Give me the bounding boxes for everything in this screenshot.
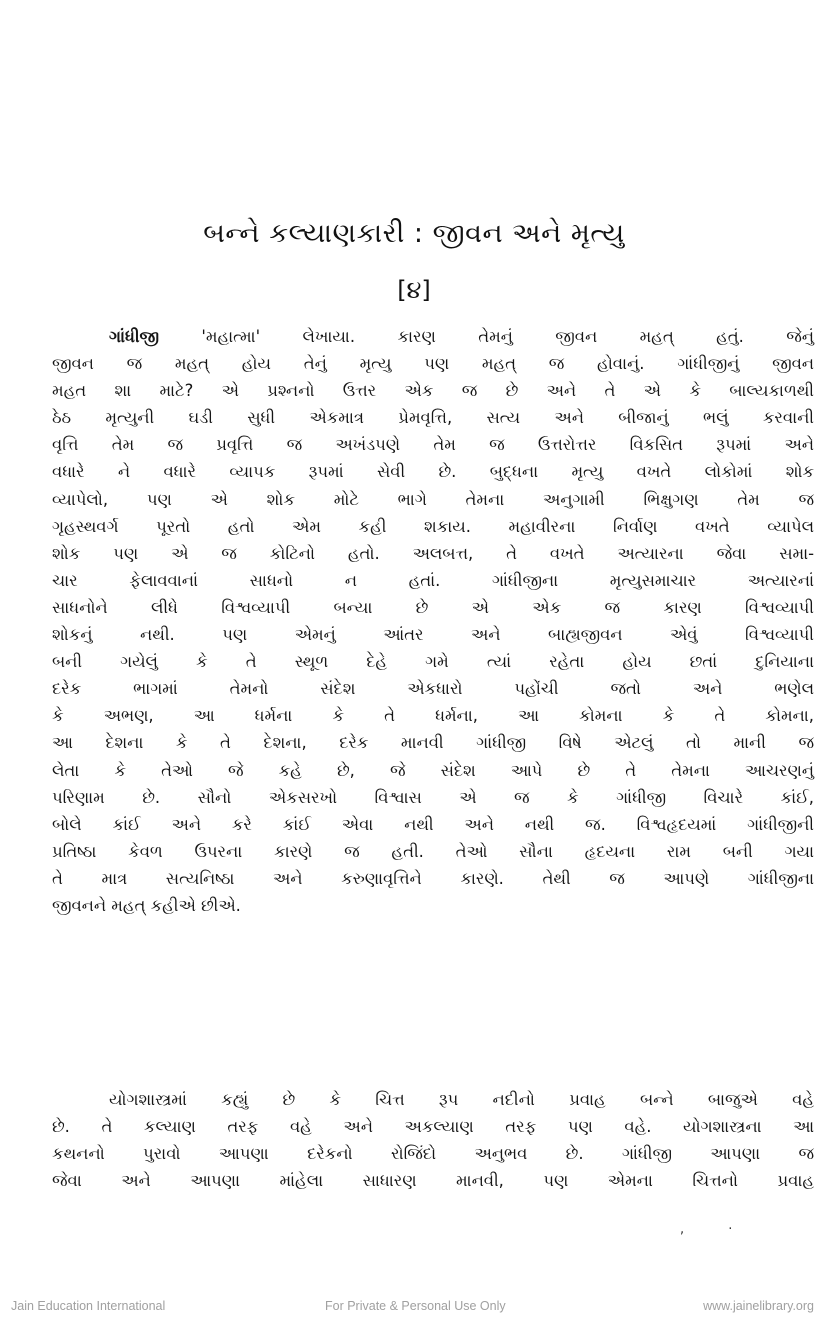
text-line: છે. તે કલ્યાણ તરફ વહે અને અકલ્યાણ તરફ પણ વહે. યોગશાસ્ત્રના આ: [52, 1117, 814, 1137]
text-line: મહત શા માટે? એ પ્રશ્નનો ઉત્તર એક જ છે અને તે એ કે બાલ્યકાળથી: [52, 381, 814, 401]
footer-publisher: Jain Education International: [11, 1299, 166, 1313]
text-line: તે માત્ર સત્યનિષ્ઠા અને કરુણાવૃત્તિને કારણે. તેથી જ આપણે ગાંધીજીના: [52, 868, 814, 888]
text-line: ગૃહસ્થવર્ગ પૂરતો હતો એમ કહી શકાય. મહાવીરના નિર્વાણ વખતે વ્યાપેલ: [52, 516, 814, 536]
chapter-title: બન્ને કલ્યાણકારી : જીવન અને મૃત્યુ: [203, 218, 625, 249]
text-line: શોક પણ એ જ કોટિનો હતો. અલબત્ત, તે વખતે અત્યારના જેવા સમા-: [52, 543, 814, 563]
text-line: પરિણામ છે. સૌનો એકસરખો વિશ્વાસ એ જ કે ગાંધીજી વિચારે કાંઈ,: [52, 787, 814, 807]
text-line: શોકનું નથી. પણ એમનું આંતર અને બાહ્યજીવન એવું વિશ્વવ્યાપી: [52, 625, 814, 645]
chapter-number: [૪]: [397, 276, 431, 304]
text-line: વધારે ને વધારે વ્યાપક રૂપમાં સેવી છે. બુદ્ધના મૃત્યુ વખતે લોકોમાં શોક: [52, 462, 814, 482]
paragraph-2: [52, 1086, 814, 1194]
lead-word: ગાંધીજી: [109, 327, 159, 346]
text-line: ગાંધીજી 'મહાત્મા' લેખાયા. કારણ તેમનું જીવન મહત્ હતું. જેનું: [109, 327, 814, 346]
stray-print-marks: , ·: [680, 1222, 753, 1237]
text-line: કથનનો પુરાવો આપણા દરેકનો રોજિંદો અનુભવ છે. ગાંધીજી આપણા જ: [52, 1144, 814, 1164]
text-line: લેતા કે તેઓ જે કહે છે, જે સંદેશ આપે છે તે તેમના આચરણનું: [52, 760, 814, 780]
text-line: યોગશાસ્ત્રમાં કહ્યું છે કે ચિત્ત રૂપ નદીનો પ્રવાહ બન્ને બાજુએ વહે: [109, 1090, 814, 1109]
footer: [0, 1299, 828, 1319]
text-line: જીવનને મહત્ કહીએ છીએ.: [52, 895, 241, 915]
text-line: વ્યાપેલો, પણ એ શોક મોટે ભાગે તેમના અનુગામી ભિક્ષુગણ તેમ જ: [52, 489, 814, 509]
text-line: આ દેશના કે તે દેશના, દરેક માનવી ગાંધીજી વિષે એટલું તો માની જ: [52, 733, 814, 753]
text-line: બોલે કાંઈ અને કરે કાંઈ એવા નથી અને નથી જ. વિશ્વહૃદયમાં ગાંધીજીની: [52, 814, 814, 834]
footer-usage-note: For Private & Personal Use Only: [325, 1299, 506, 1313]
text-line: જેવા અને આપણા માંહેલા સાધારણ માનવી, પણ એમના ચિત્તનો પ્રવાહ: [52, 1171, 814, 1191]
footer-website: www.jainelibrary.org: [703, 1299, 814, 1313]
text-line: સાધનોને લીધે વિશ્વવ્યાપી બન્યા છે એ એક જ કારણ વિશ્વવ્યાપી: [52, 597, 814, 617]
text-line: બની ગયેલું કે તે સ્થૂળ દેહે ગમે ત્યાં રહેતા હોય છતાં દુનિયાના: [52, 652, 814, 672]
text-line: ચાર ફેલાવવાનાં સાધનો ન હતાં. ગાંધીજીના મૃત્યુસમાચાર અત્યારનાં: [52, 570, 814, 590]
text-line: દરેક ભાગમાં તેમનો સંદેશ એકધારો પહોંચી જતો અને ભણેલ: [52, 679, 814, 699]
text-line: જીવન જ મહત્ હોય તેનું મૃત્યુ પણ મહત્ જ હોવાનું. ગાંધીજીનું જીવન: [52, 354, 814, 374]
paragraph-1: [52, 323, 814, 919]
text-line: પ્રતિષ્ઠા કેવળ ઉપરના કારણે જ હતી. તેઓ સૌના હૃદયના રામ બની ગયા: [52, 841, 814, 861]
text-line: ઠેઠ મૃત્યુની ઘડી સુધી એકમાત્ર પ્રેમવૃત્તિ, સત્ય અને બીજાનું ભલું કરવાની: [52, 408, 814, 428]
text-line: વૃત્તિ તેમ જ પ્રવૃત્તિ જ અખંડપણે તેમ જ ઉત્તરોત્તર વિકસિત રૂપમાં અને: [52, 435, 814, 455]
text-line: કે અભણ, આ ધર્મના કે તે ધર્મના, આ કોમના કે તે કોમના,: [52, 706, 814, 726]
